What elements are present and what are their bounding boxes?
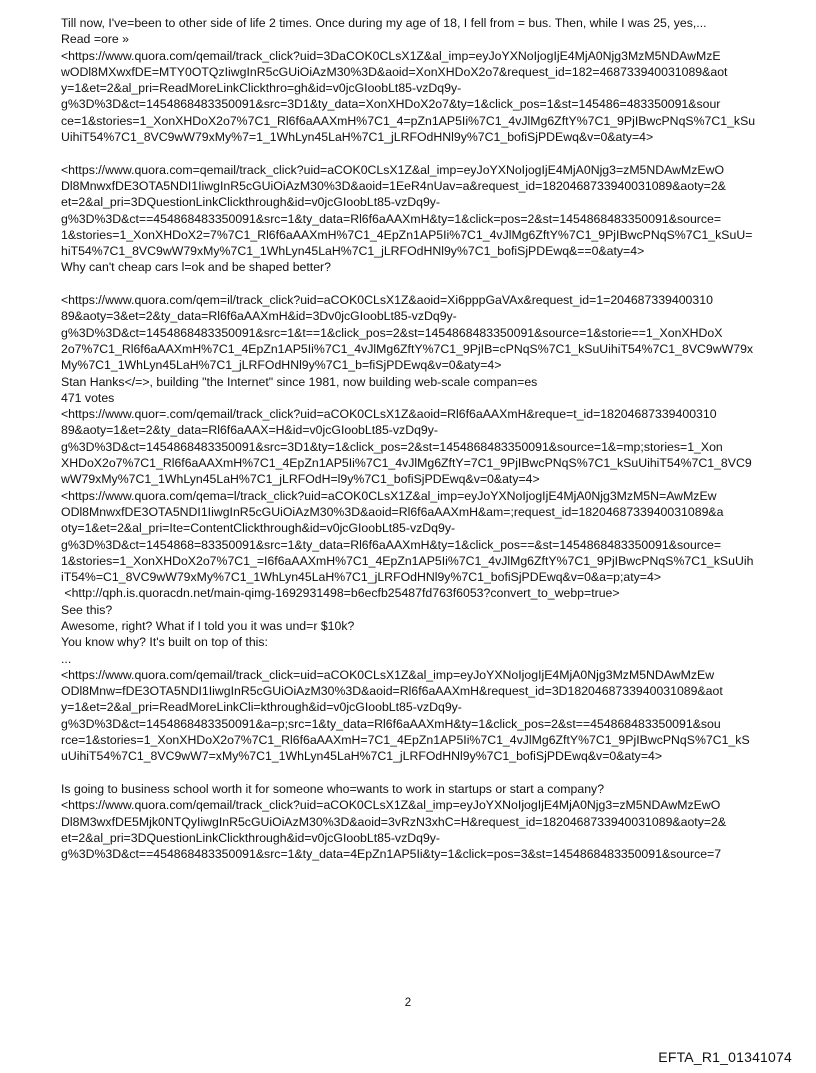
url-text-line: 89&aoty=1&et=2&ty_data=Rl6f6aAAX=H&id=v0jcGIoobLt85-vzDq9y- (61, 423, 439, 438)
url-text-line: g%3D%3D&ct=1454868483350091&a=p;src=1&ty_data=Rl6f6aAAXmH&ty=1&click_pos=2&st==454868483350091&sou (61, 716, 721, 731)
url-text-line: et=2&al_pri=3DQuestionLinkClickthrough&id=v0jcGIoobLt85-vzDq9y- (61, 195, 441, 210)
document-id-stamp: EFTA_R1_01341074 (658, 1049, 792, 1065)
url-text-line: <https://www.quora.com/qemail/track_click=uid=aCOK0CLsX1Z&al_imp=eyJoYXNoIjogIjE4MjA0Njg3MzM5NDAwMzEw (61, 667, 715, 682)
url-text-line: Dl8MnwxfDE3OTA5NDI1IiwgInR5cGUiOiAzM30%3D&aoid=1EeR4nUav=a&request_id=1820468733940031089&aoty=2& (61, 178, 726, 193)
text-line: uUihiT54%7C1_8VC9wW7=xMy%7C1_1WhLyn45LaH%7C1_jLRFOdHNl9y%7C1_bofiSjPDEwq&v=0&aty=4> (61, 749, 663, 764)
text-line: Is going to business school worth it for someone who=wants to work in startups or start a company? (61, 781, 605, 796)
page-number: 2 (404, 997, 412, 1009)
url-text-line: 2o7%7C1_Rl6f6aAAXmH%7C1_4EpZn1AP5Ii%7C1_4vJlMg6ZftY%7C1_9PjIB=cPNqS%7C1_kSuUihiT54%7C1_8VC9wW79x (61, 341, 754, 356)
url-text-line: ODl8Mnw=fDE3OTA5NDI1IiwgInR5cGUiOiAzM30%3D&aoid=Rl6f6aAAXmH&request_id=3D1820468733940031089&aot (61, 684, 723, 699)
url-text-line: g%3D%3D&ct=1454868=83350091&src=1&ty_data=Rl6f6aAAXmH&ty=1&click_pos==&st=1454868483350091&source= (61, 537, 722, 552)
text-line: Why can't cheap cars l=ok and be shaped better? (61, 260, 331, 275)
url-text-line: <https://www.quor=.com/qemail/track_click?uid=aCOK0CLsX1Z&aoid=Rl6f6aAAXmH&reque=t_id=18204687339400310 (61, 407, 717, 422)
url-text-line: oty=1&et=2&al_pri=Ite=ContentClickthrough&id=v0jcGIoobLt85-vzDq9y- (61, 521, 456, 536)
text-line: Till now, I've=been to other side of life 2 times. Once during my age of 18, I fell from = bus. Then, while I was 25, yes,... (61, 16, 707, 30)
text-line: My%7C1_1WhLyn45LaH%7C1_jLRFOdHNl9y%7C1_b=fiSjPDEwq&v=0&aty=4> (61, 358, 502, 373)
url-text-line: <https://www.quora.com/qemail/track_click?uid=3DaCOK0CLsX1Z&al_imp=eyJoYXNoIjogIjE4MjA0Njg3MzM5NDAwMzE (61, 48, 721, 63)
url-text-line: 1&stories=1_XonXHDoX2=7%7C1_Rl6f6aAAXmH%7C1_4EpZn1AP5Ii%7C1_4vJlMg6ZftY%7C1_9PjIBwcPNqS%7C1_kSuU= (61, 227, 753, 242)
url-text-line: <https://www.quora.com=qemail/track_click?uid=aCOK0CLsX1Z&al_imp=eyJoYXNoIjogIjE4MjA0Njg3=zM5NDAwMzEwO (61, 162, 725, 177)
url-text-line: <https://www.quora.com/qemail/track_click?uid=aCOK0CLsX1Z&al_imp=eyJoYXNoIjogIjE4MjA0Njg3=zM5NDAwMzEwO (61, 798, 721, 813)
text-line: UihiT54%7C1_8VC9wW79xMy%7=1_1WhLyn45LaH%7C1_jLRFOdHNl9y%7C1_bofiSjPDEwq&v=0&aty=4> (61, 130, 654, 145)
text-line: wW79xMy%7C1_1WhLyn45LaH%7C1_jLRFOdH=l9y%7C1_bofiSjPDEwq&v=0&aty=4> (61, 472, 540, 487)
text-line: Stan Hanks</=>, building "the Internet" since 1981, now building web-scale compan=es (61, 374, 538, 389)
url-text-line: <http://qph.is.quoracdn.net/main-qimg-1692931498=b6ecfb25487fd763f6053?convert_to_webp=true> (61, 586, 620, 601)
url-text-line: g%3D%3D&ct==454868483350091&src=1&ty_data=4EpZn1AP5Ii&ty=1&click=pos=3&st=1454868483350091&source=7 (61, 847, 722, 862)
url-text-line: 1&stories=1_XonXHDoX2o7%7C1_=I6f6aAAXmH%7C1_4EpZn1AP5Ii%7C1_4vJlMg6ZftY%7C1_9PjIBwcPNqS%7C1_kSuUih (61, 553, 754, 568)
url-text-line: 89&aoty=3&et=2&ty_data=Rl6f6aAAXmH&id=3Dv0jcGIoobLt85-vzDq9y- (61, 309, 457, 324)
url-text-line: et=2&al_pri=3DQuestionLinkClickthrough&id=v0jcGIoobLt85-vzDq9y- (61, 830, 441, 845)
blank-line (61, 145, 767, 161)
url-text-line: wODl8MXwxfDE=MTY0OTQzIiwgInR5cGUiOiAzM30%3D&aoid=XonXHDoX2o7&request_id=182=468733940031089&aot (61, 64, 728, 79)
url-text-line: rce=1&stories=1_XonXHDoX2o7%7C1_Rl6f6aAAXmH=7C1_4EpZn1AP5Ii%7C1_4vJlMg6ZftY%7C1_9PjIBwcPNqS%7C1_kS (61, 733, 750, 748)
text-line: iT54%=C1_8VC9wW79xMy%7C1_1WhLyn45LaH%7C1_jLRFOdHNl9y%7C1_bofiSjPDEwq&v=0&a=p;aty=4> (61, 570, 662, 585)
document-body (61, 15, 767, 862)
text-line: Awesome, right? What if I told you it was und=r $10k? (61, 618, 355, 633)
url-text-line: <https://www.quora.com/qema=l/track_click?uid=aCOK0CLsX1Z&al_imp=eyJoYXNoIjogIjE4MjA0Njg3MzM5N=AwMzEw (61, 488, 717, 503)
url-text-line: g%3D%3D&ct=1454868483350091&src=3D1&ty_data=XonXHDoX2o7&ty=1&click_pos=1&st=145486=483350091&sour (61, 97, 721, 112)
text-line: Read =ore » (61, 32, 130, 47)
blank-line (61, 765, 767, 781)
url-text-line: g%3D%3D&ct=1454868483350091&src=3D1&ty=1&click_pos=2&st=1454868483350091&source=1&=mp;stories=1_Xon (61, 439, 723, 454)
blank-line (61, 276, 767, 292)
url-text-line: g%3D%3D&ct==454868483350091&src=1&ty_data=Rl6f6aAAXmH&ty=1&click=pos=2&st=1454868483350091&source= (61, 211, 722, 226)
url-text-line: g%3D%3D&ct=1454868483350091&src=1&t==1&click_pos=2&st=1454868483350091&source=1&storie==1_XonXHDoX (61, 325, 723, 340)
url-text-line: XHDoX2o7%7C1_Rl6f6aAAXmH%7C1_4EpZn1AP5Ii%7C1_4vJlMg6ZftY=7C1_9PjIBwcPNqS%7C1_kSuUihiT54%7C1_8VC9 (61, 456, 752, 471)
url-text-line: y=1&et=2&al_pri=ReadMoreLinkClickthro=gh&id=v0jcGIoobLt85-vzDq9y- (61, 81, 462, 96)
text-line: You know why? It's built on top of this: (61, 635, 268, 650)
url-text-line: ce=1&stories=1_XonXHDoX2o7%7C1_Rl6f6aAAXmH%7C1_4=pZn1AP5Ii%7C1_4vJlMg6ZftY%7C1_9PjIBwcPNqS%7C1_kSu (61, 113, 756, 128)
text-line: hiT54%7C1_8VC9wW79xMy%7C1_1WhLyn45LaH%7C1_jLRFOdHNl9y%7C1_bofiSjPDEwq&==0&aty=4> (61, 244, 645, 259)
url-text-line: ... (61, 651, 72, 666)
url-text-line: Dl8M3wxfDE5Mjk0NTQyIiwgInR5cGUiOiAzM30%3D&aoid=3vRzN3xhC=H&request_id=1820468733940031089&aoty=2& (61, 814, 727, 829)
text-line: See this? (61, 602, 113, 617)
url-text-line: y=1&et=2&al_pri=ReadMoreLinkCli=kthrough&id=v0jcGIoobLt85-vzDq9y- (61, 700, 462, 715)
url-text-line: <https://www.quora.com/qem=il/track_click?uid=aCOK0CLsX1Z&aoid=Xi6pppGaVAx&request_id=1=204687339400310 (61, 293, 713, 308)
text-line: 471 votes (61, 390, 115, 405)
url-text-line: ODl8MnwxfDE3OTA5NDI1IiwgInR5cGUiOiAzM30%3D&aoid=Rl6f6aAAXmH&am=;request_id=1820468733940031089&a (61, 504, 724, 519)
